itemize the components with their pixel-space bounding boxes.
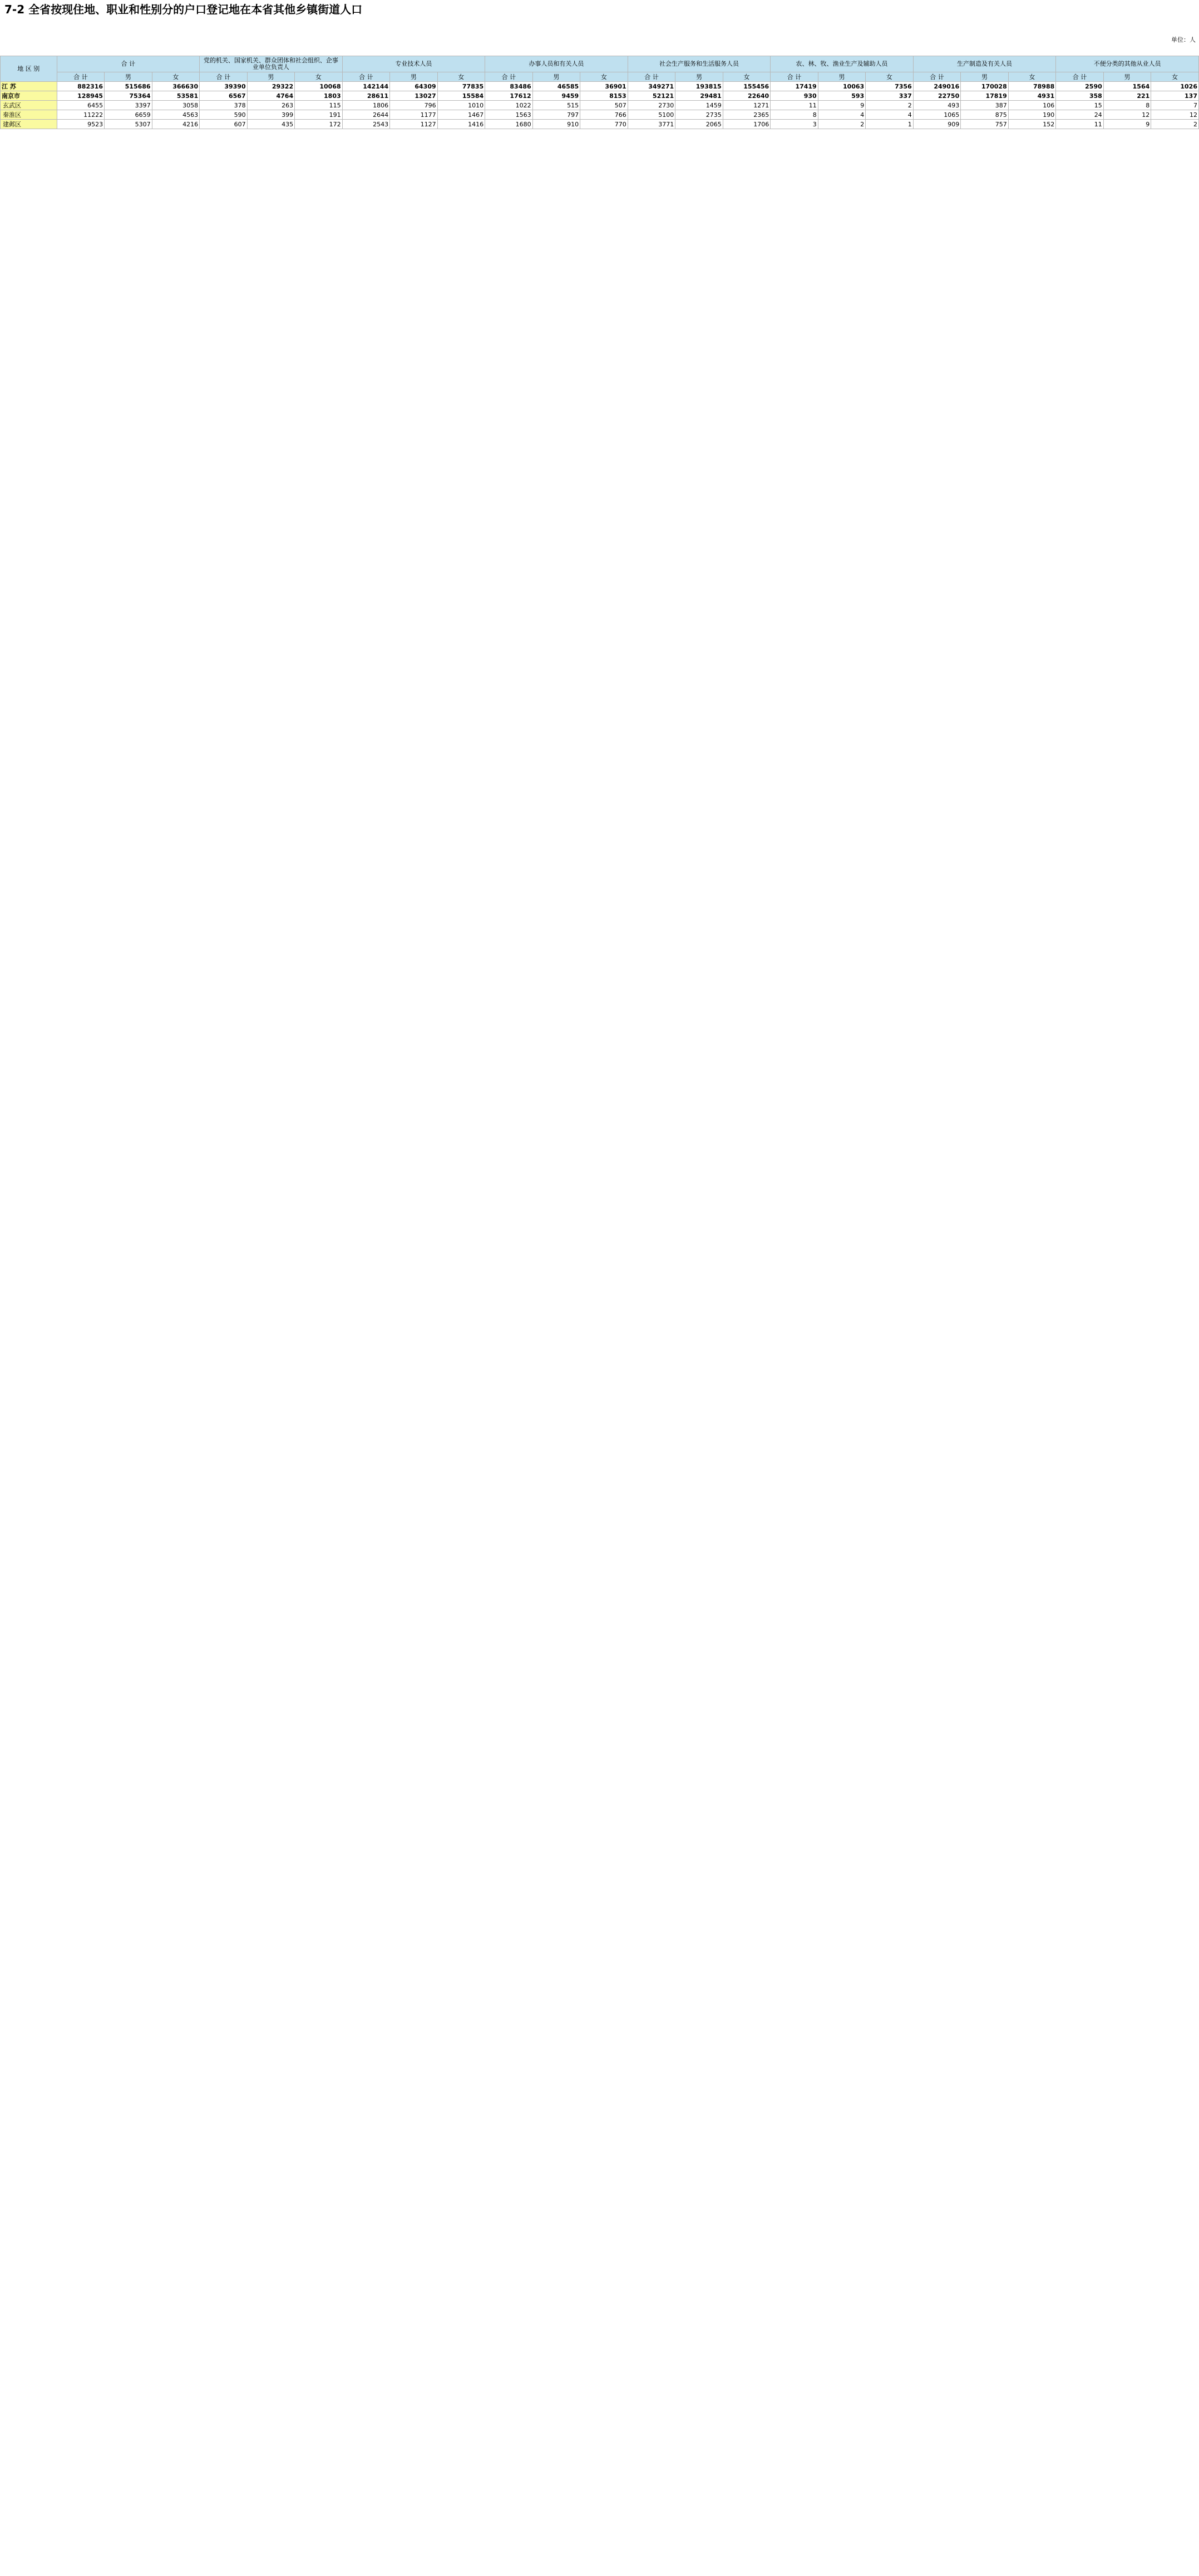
value-cell: 193815	[675, 82, 723, 91]
value-cell: 1010	[437, 101, 485, 110]
value-cell: 8	[1103, 101, 1151, 110]
value-cell: 366630	[152, 82, 200, 91]
value-cell: 9523	[57, 120, 105, 129]
value-cell: 757	[961, 120, 1009, 129]
value-cell: 8153	[580, 91, 628, 101]
header-group-services: 社会生产服务和生活服务人员	[628, 56, 771, 72]
value-cell: 22750	[913, 91, 961, 101]
region-name: 江 苏	[1, 82, 57, 91]
value-cell: 22640	[723, 91, 771, 101]
header-group-agriculture: 农、林、牧、渔业生产及辅助人员	[771, 56, 914, 72]
value-cell: 190	[1008, 110, 1056, 120]
value-cell: 337	[866, 91, 914, 101]
value-cell: 263	[247, 101, 295, 110]
header-group-manufacturing: 生产制造及有关人员	[913, 56, 1056, 72]
table-row	[1, 110, 1199, 120]
value-cell: 6567	[200, 91, 248, 101]
value-cell: 1806	[342, 101, 390, 110]
header-group-clerks: 办事人员和有关人员	[485, 56, 628, 72]
value-cell: 2730	[628, 101, 675, 110]
value-cell: 77835	[437, 82, 485, 91]
header-subrow	[1, 72, 1199, 82]
value-cell: 2644	[342, 110, 390, 120]
value-cell: 2590	[1056, 82, 1104, 91]
value-cell: 4931	[1008, 91, 1056, 101]
header-sub: 男	[532, 72, 580, 82]
value-cell: 17419	[771, 82, 818, 91]
value-cell: 796	[390, 101, 438, 110]
value-cell: 1065	[913, 110, 961, 120]
value-cell: 3397	[105, 101, 152, 110]
value-cell: 52121	[628, 91, 675, 101]
value-cell: 1127	[390, 120, 438, 129]
value-cell: 387	[961, 101, 1009, 110]
header-group-professionals: 专业技术人员	[342, 56, 485, 72]
value-cell: 1803	[295, 91, 343, 101]
value-cell: 2365	[723, 110, 771, 120]
value-cell: 910	[532, 120, 580, 129]
value-cell: 142144	[342, 82, 390, 91]
value-cell: 9	[818, 101, 866, 110]
region-name: 建邺区	[1, 120, 57, 129]
header-sub: 合 计	[1056, 72, 1104, 82]
value-cell: 593	[818, 91, 866, 101]
value-cell: 2	[818, 120, 866, 129]
region-name: 秦淮区	[1, 110, 57, 120]
table-row	[1, 101, 1199, 110]
value-cell: 7356	[866, 82, 914, 91]
header-sub: 合 计	[200, 72, 248, 82]
header-sub: 合 计	[342, 72, 390, 82]
value-cell: 24	[1056, 110, 1104, 120]
value-cell: 4764	[247, 91, 295, 101]
value-cell: 4563	[152, 110, 200, 120]
header-sub: 女	[295, 72, 343, 82]
value-cell: 4	[818, 110, 866, 120]
value-cell: 46585	[532, 82, 580, 91]
value-cell: 2543	[342, 120, 390, 129]
header-sub: 合 计	[57, 72, 105, 82]
value-cell: 399	[247, 110, 295, 120]
value-cell: 8	[771, 110, 818, 120]
header-sub: 男	[105, 72, 152, 82]
value-cell: 2735	[675, 110, 723, 120]
value-cell: 2	[866, 101, 914, 110]
value-cell: 882316	[57, 82, 105, 91]
value-cell: 29322	[247, 82, 295, 91]
value-cell: 515686	[105, 82, 152, 91]
value-cell: 9	[1103, 120, 1151, 129]
value-cell: 9459	[532, 91, 580, 101]
value-cell: 172	[295, 120, 343, 129]
value-cell: 11	[1056, 120, 1104, 129]
value-cell: 3	[771, 120, 818, 129]
header-group-total: 合 计	[57, 56, 200, 72]
value-cell: 378	[200, 101, 248, 110]
value-cell: 11	[771, 101, 818, 110]
value-cell: 64309	[390, 82, 438, 91]
value-cell: 435	[247, 120, 295, 129]
value-cell: 2	[1151, 120, 1199, 129]
value-cell: 7	[1151, 101, 1199, 110]
value-cell: 10068	[295, 82, 343, 91]
value-cell: 17612	[485, 91, 533, 101]
value-cell: 590	[200, 110, 248, 120]
value-cell: 152	[1008, 120, 1056, 129]
value-cell: 1680	[485, 120, 533, 129]
value-cell: 875	[961, 110, 1009, 120]
header-sub: 男	[961, 72, 1009, 82]
value-cell: 10063	[818, 82, 866, 91]
value-cell: 249016	[913, 82, 961, 91]
header-group-other: 不便分类的其他从业人员	[1056, 56, 1199, 72]
header-sub: 女	[723, 72, 771, 82]
value-cell: 106	[1008, 101, 1056, 110]
value-cell: 15584	[437, 91, 485, 101]
value-cell: 13027	[390, 91, 438, 101]
header-sub: 男	[1103, 72, 1151, 82]
value-cell: 1563	[485, 110, 533, 120]
value-cell: 12	[1103, 110, 1151, 120]
value-cell: 17819	[961, 91, 1009, 101]
value-cell: 5307	[105, 120, 152, 129]
value-cell: 358	[1056, 91, 1104, 101]
value-cell: 3771	[628, 120, 675, 129]
value-cell: 909	[913, 120, 961, 129]
header-sub: 女	[152, 72, 200, 82]
header-sub: 女	[1008, 72, 1056, 82]
value-cell: 507	[580, 101, 628, 110]
value-cell: 1564	[1103, 82, 1151, 91]
value-cell: 766	[580, 110, 628, 120]
value-cell: 493	[913, 101, 961, 110]
header-sub: 女	[866, 72, 914, 82]
value-cell: 39390	[200, 82, 248, 91]
region-name: 南京市	[1, 91, 57, 101]
header-sub: 合 计	[913, 72, 961, 82]
value-cell: 797	[532, 110, 580, 120]
unit-label: 单位：人	[1171, 36, 1196, 43]
value-cell: 4	[866, 110, 914, 120]
value-cell: 1706	[723, 120, 771, 129]
value-cell: 155456	[723, 82, 771, 91]
header-sub: 女	[580, 72, 628, 82]
value-cell: 191	[295, 110, 343, 120]
value-cell: 5100	[628, 110, 675, 120]
value-cell: 2065	[675, 120, 723, 129]
header-sub: 男	[247, 72, 295, 82]
value-cell: 1467	[437, 110, 485, 120]
value-cell: 4216	[152, 120, 200, 129]
value-cell: 1022	[485, 101, 533, 110]
value-cell: 6455	[57, 101, 105, 110]
value-cell: 1416	[437, 120, 485, 129]
header-sub: 合 计	[771, 72, 818, 82]
table-row	[1, 120, 1199, 129]
value-cell: 36901	[580, 82, 628, 91]
value-cell: 28611	[342, 91, 390, 101]
population-table	[0, 56, 1199, 129]
header-sub: 男	[818, 72, 866, 82]
value-cell: 83486	[485, 82, 533, 91]
value-cell: 78988	[1008, 82, 1056, 91]
value-cell: 75364	[105, 91, 152, 101]
value-cell: 349271	[628, 82, 675, 91]
value-cell: 115	[295, 101, 343, 110]
value-cell: 29481	[675, 91, 723, 101]
value-cell: 137	[1151, 91, 1199, 101]
table-row	[1, 91, 1199, 101]
header-region: 地 区 别	[1, 56, 57, 82]
value-cell: 1177	[390, 110, 438, 120]
header-sub: 男	[390, 72, 438, 82]
value-cell: 770	[580, 120, 628, 129]
value-cell: 930	[771, 91, 818, 101]
value-cell: 1459	[675, 101, 723, 110]
header-sub: 男	[675, 72, 723, 82]
value-cell: 1	[866, 120, 914, 129]
region-name: 玄武区	[1, 101, 57, 110]
header-sub: 合 计	[485, 72, 533, 82]
value-cell: 1026	[1151, 82, 1199, 91]
value-cell: 15	[1056, 101, 1104, 110]
header-sub: 女	[437, 72, 485, 82]
value-cell: 1271	[723, 101, 771, 110]
value-cell: 515	[532, 101, 580, 110]
value-cell: 170028	[961, 82, 1009, 91]
value-cell: 6659	[105, 110, 152, 120]
value-cell: 3058	[152, 101, 200, 110]
table-row	[1, 82, 1199, 91]
header-sub: 女	[1151, 72, 1199, 82]
header-group-managers: 党的机关、国家机关、群众团体和社会组织、企事业单位负责人	[200, 56, 343, 72]
value-cell: 128945	[57, 91, 105, 101]
table-body	[1, 82, 1199, 129]
page-title: 7-2 全省按现住地、职业和性别分的户口登记地在本省其他乡镇街道人口	[4, 3, 363, 16]
header-sub: 合 计	[628, 72, 675, 82]
value-cell: 607	[200, 120, 248, 129]
value-cell: 11222	[57, 110, 105, 120]
value-cell: 12	[1151, 110, 1199, 120]
value-cell: 53581	[152, 91, 200, 101]
value-cell: 221	[1103, 91, 1151, 101]
